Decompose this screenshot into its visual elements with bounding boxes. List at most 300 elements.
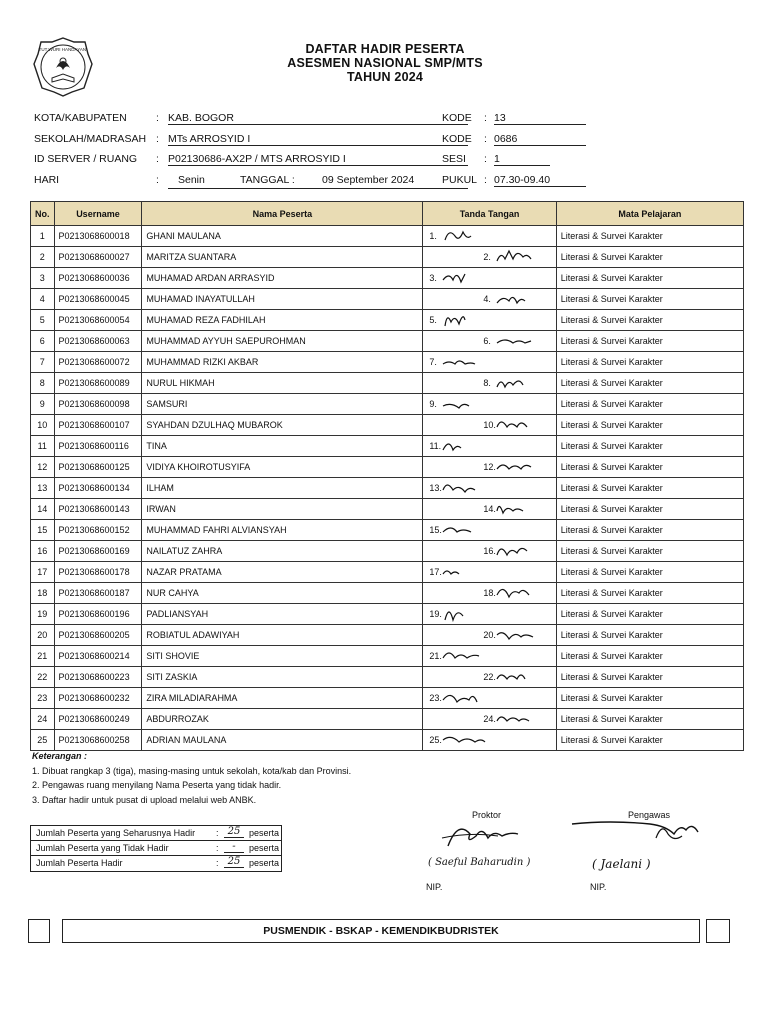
cell-username: P0213068600125: [54, 457, 142, 478]
signature-wrap: [427, 352, 551, 372]
signature-wrap: [427, 625, 551, 645]
cell-no: 5: [31, 310, 55, 331]
sesi-label: SESI: [442, 153, 466, 165]
cell-username: P0213068600072: [54, 352, 142, 373]
sekolah-value: MTs ARROSYID I: [168, 131, 468, 146]
cell-name: GHANI MAULANA: [142, 226, 423, 247]
signature-wrap: [427, 562, 551, 582]
signature-number: 2.: [483, 252, 491, 262]
header-subject: Mata Pelajaran: [556, 202, 743, 226]
pengawas-title: Pengawas: [628, 810, 671, 820]
cell-username: P0213068600098: [54, 394, 142, 415]
signature-scribble-icon: [441, 394, 489, 414]
proktor-name: ( Saeful Baharudin ): [428, 857, 531, 868]
info-row-hari: [34, 172, 754, 190]
table-row: [31, 478, 744, 499]
signature-scribble-icon: [441, 310, 489, 330]
colon: :: [484, 133, 487, 145]
cell-name: ABDURROZAK: [142, 709, 423, 730]
signature-scribble-icon: [441, 646, 489, 666]
cell-no: 22: [31, 667, 55, 688]
signature-wrap: [427, 373, 551, 393]
cell-name: PADLIANSYAH: [142, 604, 423, 625]
signature-number: 11.: [429, 441, 442, 451]
table-row: [31, 247, 744, 268]
pengawas-nip-label: NIP.: [590, 882, 607, 892]
cell-username: P0213068600018: [54, 226, 142, 247]
colon: :: [156, 153, 159, 165]
proktor-signature-icon: [440, 816, 530, 854]
cell-subject: Literasi & Survei Karakter: [556, 436, 743, 457]
colon: :: [216, 843, 219, 853]
cell-name: IRWAN: [142, 499, 423, 520]
signature-scribble-icon: [495, 247, 543, 267]
kode2-label: KODE: [442, 133, 472, 145]
signature-scribble-icon: [441, 268, 489, 288]
signature-scribble-icon: [495, 457, 543, 477]
table-row: [31, 730, 744, 751]
cell-username: P0213068600214: [54, 646, 142, 667]
signature-wrap: [427, 457, 551, 477]
cell-no: 4: [31, 289, 55, 310]
cell-subject: Literasi & Survei Karakter: [556, 373, 743, 394]
signature-scribble-icon: [495, 625, 543, 645]
footer-box-left: [28, 919, 50, 943]
attendance-table: [30, 201, 744, 751]
signature-number: 12.: [483, 462, 496, 472]
signature-wrap: [427, 436, 551, 456]
cell-signature: [423, 667, 556, 688]
summary-value: 25: [224, 826, 244, 838]
cell-name: MUHAMAD ARDAN ARRASYID: [142, 268, 423, 289]
cell-name: ROBIATUL ADAWIYAH: [142, 625, 423, 646]
info-row-kota: [34, 110, 754, 128]
footer-banner: PUSMENDIK - BSKAP - KEMENDIKBUDRISTEK: [62, 919, 700, 943]
signature-number: 21.: [429, 651, 442, 661]
signature-number: 8.: [483, 378, 491, 388]
signature-wrap: [427, 499, 551, 519]
table-row: [31, 667, 744, 688]
signature-wrap: [427, 478, 551, 498]
summary-label: Jumlah Peserta Hadir: [36, 858, 123, 868]
cell-username: P0213068600187: [54, 583, 142, 604]
colon: :: [484, 174, 487, 186]
cell-signature: [423, 457, 556, 478]
signature-scribble-icon: [495, 667, 543, 687]
cell-no: 9: [31, 394, 55, 415]
pengawas-name: ( Jaelani ): [592, 857, 651, 871]
signature-number: 13.: [429, 483, 442, 493]
summary-box: [30, 825, 282, 872]
signature-number: 9.: [429, 399, 437, 409]
pukul-value: 07.30-09.40: [494, 172, 586, 187]
cell-username: P0213068600232: [54, 688, 142, 709]
cell-name: ZIRA MILADIARAHMA: [142, 688, 423, 709]
cell-username: P0213068600223: [54, 667, 142, 688]
cell-signature: [423, 268, 556, 289]
sekolah-label: SEKOLAH/MADRASAH: [34, 133, 147, 145]
cell-signature: [423, 415, 556, 436]
signature-number: 24.: [483, 714, 496, 724]
summary-label: Jumlah Peserta yang Tidak Hadir: [36, 843, 169, 853]
cell-subject: Literasi & Survei Karakter: [556, 625, 743, 646]
cell-name: MUHAMAD REZA FADHILAH: [142, 310, 423, 331]
table-row: [31, 373, 744, 394]
colon: :: [156, 174, 159, 186]
signature-number: 14.: [483, 504, 496, 514]
cell-username: P0213068600178: [54, 562, 142, 583]
cell-no: 10: [31, 415, 55, 436]
cell-subject: Literasi & Survei Karakter: [556, 478, 743, 499]
cell-no: 15: [31, 520, 55, 541]
cell-name: MUHAMMAD AYYUH SAEPUROHMAN: [142, 331, 423, 352]
summary-value: 25: [224, 856, 244, 868]
table-row: [31, 646, 744, 667]
cell-name: SITI SHOVIE: [142, 646, 423, 667]
signature-number: 10.: [483, 420, 496, 430]
colon: :: [156, 133, 159, 145]
signature-wrap: [427, 415, 551, 435]
colon: :: [484, 153, 487, 165]
document-title: [180, 42, 590, 84]
table-body: [31, 226, 744, 751]
cell-username: P0213068600249: [54, 709, 142, 730]
cell-signature: [423, 688, 556, 709]
table-header-row: [31, 202, 744, 226]
note-item: 2. Pengawas ruang menyilang Nama Peserta yang tidak hadir.: [32, 780, 282, 790]
info-row-server: [34, 151, 754, 169]
cell-no: 20: [31, 625, 55, 646]
signature-scribble-icon: [441, 520, 489, 540]
signature-scribble-icon: [495, 583, 543, 603]
signature-scribble-icon: [441, 352, 489, 372]
colon: :: [216, 828, 219, 838]
cell-username: P0213068600063: [54, 331, 142, 352]
cell-subject: Literasi & Survei Karakter: [556, 268, 743, 289]
signature-scribble-icon: [441, 604, 489, 624]
table-row: [31, 352, 744, 373]
signature-number: 23.: [429, 693, 442, 703]
cell-username: P0213068600054: [54, 310, 142, 331]
cell-subject: Literasi & Survei Karakter: [556, 646, 743, 667]
pengawas-signature-icon: [570, 814, 710, 846]
signature-wrap: [427, 709, 551, 729]
signature-wrap: [427, 247, 551, 267]
cell-no: 16: [31, 541, 55, 562]
signature-wrap: [427, 688, 551, 708]
info-block: [34, 110, 754, 190]
cell-name: MARITZA SUANTARA: [142, 247, 423, 268]
header-name: Nama Peserta: [142, 202, 423, 226]
cell-username: P0213068600169: [54, 541, 142, 562]
cell-signature: [423, 310, 556, 331]
signature-scribble-icon: [441, 730, 489, 750]
cell-name: SYAHDAN DZULHAQ MUBAROK: [142, 415, 423, 436]
cell-subject: Literasi & Survei Karakter: [556, 730, 743, 751]
server-label: ID SERVER / RUANG: [34, 153, 138, 165]
cell-signature: [423, 730, 556, 751]
cell-no: 24: [31, 709, 55, 730]
cell-signature: [423, 352, 556, 373]
signature-wrap: [427, 289, 551, 309]
tanggal-label: TANGGAL :: [240, 174, 295, 186]
table-row: [31, 541, 744, 562]
signature-scribble-icon: [495, 499, 543, 519]
signature-number: 17.: [429, 567, 442, 577]
cell-subject: Literasi & Survei Karakter: [556, 604, 743, 625]
cell-signature: [423, 541, 556, 562]
cell-signature: [423, 499, 556, 520]
tut-wuri-handayani-logo: [30, 34, 96, 100]
table-row: [31, 499, 744, 520]
kota-label: KOTA/KABUPATEN: [34, 112, 127, 124]
signature-number: 15.: [429, 525, 442, 535]
signature-scribble-icon: [495, 709, 543, 729]
cell-no: 13: [31, 478, 55, 499]
footer-box-right: [706, 919, 730, 943]
cell-name: ADRIAN MAULANA: [142, 730, 423, 751]
cell-subject: Literasi & Survei Karakter: [556, 541, 743, 562]
table-row: [31, 415, 744, 436]
cell-signature: [423, 709, 556, 730]
cell-no: 2: [31, 247, 55, 268]
cell-signature: [423, 520, 556, 541]
cell-no: 11: [31, 436, 55, 457]
cell-signature: [423, 247, 556, 268]
signature-number: 1.: [429, 231, 437, 241]
cell-name: NAILATUZ ZAHRA: [142, 541, 423, 562]
signature-scribble-icon: [495, 331, 543, 351]
cell-signature: [423, 226, 556, 247]
signature-scribble-icon: [495, 373, 543, 393]
signature-scribble-icon: [441, 436, 489, 456]
cell-signature: [423, 646, 556, 667]
cell-subject: Literasi & Survei Karakter: [556, 520, 743, 541]
signature-wrap: [427, 667, 551, 687]
pukul-label: PUKUL: [442, 174, 478, 186]
cell-no: 18: [31, 583, 55, 604]
signature-number: 3.: [429, 273, 437, 283]
svg-text:TUT WURI HANDAYANI: TUT WURI HANDAYANI: [38, 47, 88, 52]
cell-no: 19: [31, 604, 55, 625]
table-row: [31, 562, 744, 583]
cell-subject: Literasi & Survei Karakter: [556, 226, 743, 247]
cell-subject: Literasi & Survei Karakter: [556, 583, 743, 604]
table-row: [31, 268, 744, 289]
cell-username: P0213068600134: [54, 478, 142, 499]
summary-unit: peserta: [249, 828, 280, 838]
cell-no: 6: [31, 331, 55, 352]
signature-scribble-icon: [441, 688, 489, 708]
signature-number: 5.: [429, 315, 437, 325]
header-username: Username: [54, 202, 142, 226]
table-row: [31, 625, 744, 646]
kode1-value: 13: [494, 110, 586, 125]
cell-signature: [423, 604, 556, 625]
summary-value: -: [224, 841, 244, 853]
cell-subject: Literasi & Survei Karakter: [556, 688, 743, 709]
summary-unit: peserta: [249, 843, 280, 853]
cell-username: P0213068600045: [54, 289, 142, 310]
notes-title: Keterangan :: [32, 751, 88, 761]
header-no: No.: [31, 202, 55, 226]
signature-wrap: [427, 226, 551, 246]
signature-number: 22.: [483, 672, 496, 682]
colon: :: [484, 112, 487, 124]
table-row: [31, 226, 744, 247]
info-row-sekolah: [34, 131, 754, 149]
signature-wrap: [427, 604, 551, 624]
cell-no: 1: [31, 226, 55, 247]
cell-name: MUHAMMAD FAHRI ALVIANSYAH: [142, 520, 423, 541]
cell-username: P0213068600036: [54, 268, 142, 289]
signature-wrap: [427, 583, 551, 603]
summary-unit: peserta: [249, 858, 280, 868]
hari-label: HARI: [34, 174, 60, 186]
signature-wrap: [427, 646, 551, 666]
cell-username: P0213068600258: [54, 730, 142, 751]
cell-username: P0213068600205: [54, 625, 142, 646]
signature-number: 25.: [429, 735, 442, 745]
cell-name: MUHAMMAD RIZKI AKBAR: [142, 352, 423, 373]
cell-username: P0213068600027: [54, 247, 142, 268]
cell-username: P0213068600107: [54, 415, 142, 436]
header-signature: Tanda Tangan: [423, 202, 556, 226]
table-row: [31, 457, 744, 478]
sesi-value: 1: [494, 151, 550, 166]
kode1-label: KODE: [442, 112, 472, 124]
cell-username: P0213068600089: [54, 373, 142, 394]
summary-row: [31, 856, 281, 871]
cell-name: MUHAMAD INAYATULLAH: [142, 289, 423, 310]
server-value: P02130686-AX2P / MTS ARROSYID I: [168, 151, 468, 166]
cell-username: P0213068600116: [54, 436, 142, 457]
colon: :: [216, 858, 219, 868]
signature-wrap: [427, 310, 551, 330]
cell-no: 25: [31, 730, 55, 751]
cell-subject: Literasi & Survei Karakter: [556, 310, 743, 331]
signature-wrap: [427, 730, 551, 750]
cell-name: TINA: [142, 436, 423, 457]
title-line-2: ASESMEN NASIONAL SMP/MTS: [287, 56, 483, 70]
cell-subject: Literasi & Survei Karakter: [556, 394, 743, 415]
kode2-value: 0686: [494, 131, 586, 146]
cell-signature: [423, 394, 556, 415]
table-row: [31, 289, 744, 310]
table-row: [31, 604, 744, 625]
tanggal-value: 09 September 2024: [322, 174, 415, 186]
cell-signature: [423, 373, 556, 394]
cell-no: 23: [31, 688, 55, 709]
cell-signature: [423, 625, 556, 646]
table-row: [31, 688, 744, 709]
cell-name: ILHAM: [142, 478, 423, 499]
cell-no: 12: [31, 457, 55, 478]
cell-name: SAMSURI: [142, 394, 423, 415]
note-item: 3. Daftar hadir untuk pusat di upload melalui web ANBK.: [32, 794, 257, 805]
cell-name: NAZAR PRATAMA: [142, 562, 423, 583]
signature-wrap: [427, 520, 551, 540]
cell-username: P0213068600143: [54, 499, 142, 520]
cell-subject: Literasi & Survei Karakter: [556, 247, 743, 268]
cell-subject: Literasi & Survei Karakter: [556, 667, 743, 688]
cell-signature: [423, 478, 556, 499]
signature-number: 19.: [429, 609, 442, 619]
signature-scribble-icon: [495, 415, 543, 435]
colon: :: [156, 112, 159, 124]
summary-row: [31, 841, 281, 856]
signature-scribble-icon: [495, 541, 543, 561]
cell-subject: Literasi & Survei Karakter: [556, 499, 743, 520]
signature-wrap: [427, 541, 551, 561]
signature-scribble-icon: [441, 478, 489, 498]
signature-number: 7.: [429, 357, 437, 367]
kota-value: KAB. BOGOR: [168, 110, 468, 125]
cell-signature: [423, 331, 556, 352]
cell-subject: Literasi & Survei Karakter: [556, 289, 743, 310]
signature-number: 16.: [483, 546, 496, 556]
cell-subject: Literasi & Survei Karakter: [556, 331, 743, 352]
summary-row: [31, 826, 281, 841]
hari-field: [168, 174, 468, 189]
signature-wrap: [427, 268, 551, 288]
table-row: [31, 709, 744, 730]
cell-signature: [423, 562, 556, 583]
table-row: [31, 331, 744, 352]
cell-name: NURUL HIKMAH: [142, 373, 423, 394]
cell-name: NUR CAHYA: [142, 583, 423, 604]
table-row: [31, 436, 744, 457]
cell-no: 7: [31, 352, 55, 373]
signature-scribble-icon: [495, 289, 543, 309]
note-item: 1. Dibuat rangkap 3 (tiga), masing-masing untuk sekolah, kota/kab dan Provinsi.: [32, 765, 352, 776]
cell-name: SITI ZASKIA: [142, 667, 423, 688]
cell-no: 17: [31, 562, 55, 583]
cell-signature: [423, 289, 556, 310]
signature-scribble-icon: [441, 226, 489, 246]
notes: [32, 749, 432, 807]
cell-name: VIDIYA KHOIROTUSYIFA: [142, 457, 423, 478]
summary-label: Jumlah Peserta yang Seharusnya Hadir: [36, 828, 196, 838]
table-row: [31, 520, 744, 541]
cell-signature: [423, 583, 556, 604]
proktor-nip-label: NIP.: [426, 882, 443, 892]
proktor-title: Proktor: [472, 810, 502, 820]
cell-no: 8: [31, 373, 55, 394]
cell-subject: Literasi & Survei Karakter: [556, 352, 743, 373]
signature-number: 18.: [483, 588, 496, 598]
cell-subject: Literasi & Survei Karakter: [556, 415, 743, 436]
title-line-3: TAHUN 2024: [346, 70, 424, 84]
table-row: [31, 583, 744, 604]
table-row: [31, 310, 744, 331]
title-line-1: DAFTAR HADIR PESERTA: [305, 42, 465, 56]
cell-signature: [423, 436, 556, 457]
cell-subject: Literasi & Survei Karakter: [556, 562, 743, 583]
cell-username: P0213068600196: [54, 604, 142, 625]
cell-subject: Literasi & Survei Karakter: [556, 709, 743, 730]
cell-no: 3: [31, 268, 55, 289]
cell-subject: Literasi & Survei Karakter: [556, 457, 743, 478]
signature-number: 4.: [483, 294, 491, 304]
hari-value: Senin: [178, 174, 205, 186]
table-row: [31, 394, 744, 415]
cell-username: P0213068600152: [54, 520, 142, 541]
cell-no: 14: [31, 499, 55, 520]
signature-wrap: [427, 394, 551, 414]
signature-number: 20.: [483, 630, 496, 640]
signature-number: 6.: [483, 336, 491, 346]
